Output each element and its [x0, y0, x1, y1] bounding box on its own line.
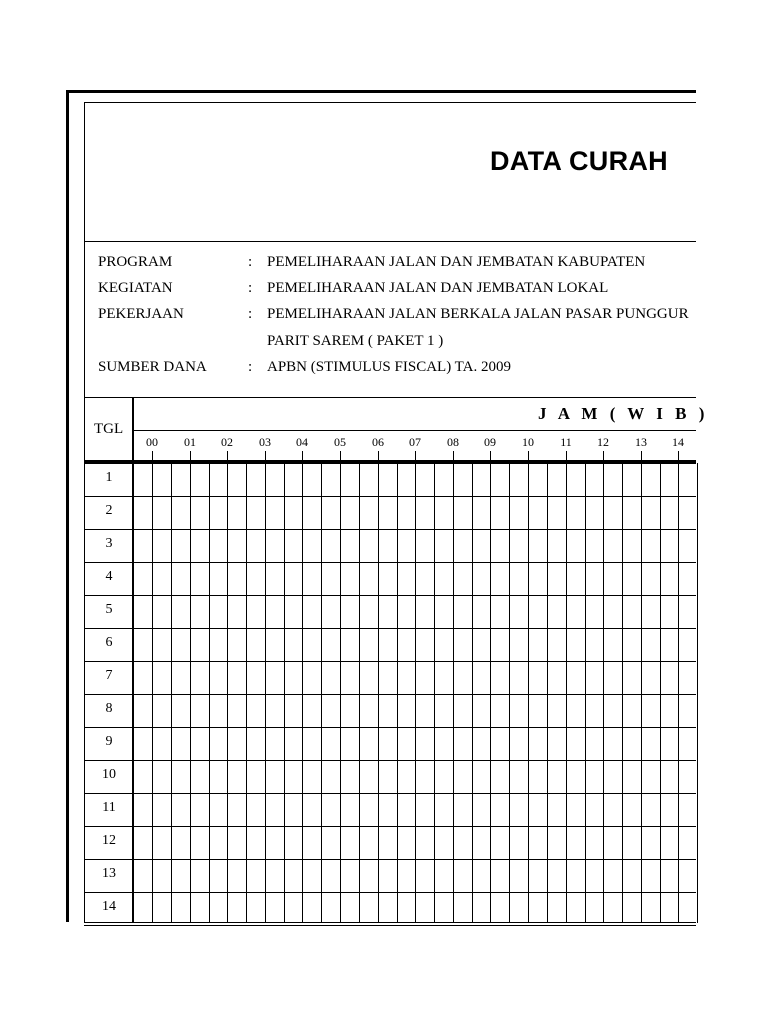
tgl-column-header: TGL — [94, 421, 124, 437]
day-number: 7 — [105, 668, 113, 683]
grid-half-column-line — [697, 463, 698, 923]
hour-label: 05 — [334, 435, 346, 449]
grid-row-line — [84, 595, 696, 596]
grid-half-column-line — [585, 463, 586, 923]
day-number: 6 — [105, 635, 113, 650]
grid-column-line — [152, 463, 153, 923]
grid-half-column-line — [622, 463, 623, 923]
grid-row-line — [84, 760, 696, 761]
grid-column-line — [227, 463, 228, 923]
day-number: 2 — [105, 503, 113, 518]
grid-column-line — [641, 463, 642, 923]
info-value: PEMELIHARAAN JALAN DAN JEMBATAN KABUPATEN — [267, 254, 646, 270]
grid-row-line — [84, 628, 696, 629]
title-separator — [84, 241, 696, 242]
day-number: 8 — [105, 701, 113, 716]
grid-column-line — [340, 463, 341, 923]
grid-column-line — [302, 463, 303, 923]
info-label: PEKERJAAN — [98, 306, 184, 322]
grid-column-line — [265, 463, 266, 923]
info-value: PEMELIHARAAN JALAN DAN JEMBATAN LOKAL — [267, 280, 609, 296]
grid-half-column-line — [321, 463, 322, 923]
grid-half-column-line — [209, 463, 210, 923]
day-number: 10 — [102, 767, 116, 782]
grid-row-line — [84, 496, 696, 497]
grid-row-line — [84, 793, 696, 794]
grid-column-line — [378, 463, 379, 923]
grid-row-line — [84, 727, 696, 728]
hour-label: 01 — [184, 435, 196, 449]
info-separator — [84, 397, 696, 398]
info-colon: : — [248, 359, 253, 375]
grid-half-column-line — [472, 463, 473, 923]
hour-label: 12 — [597, 435, 609, 449]
day-number: 5 — [105, 602, 113, 617]
day-number: 4 — [105, 569, 113, 584]
info-label: KEGIATAN — [98, 280, 173, 296]
hour-label: 03 — [259, 435, 271, 449]
grid-half-column-line — [434, 463, 435, 923]
info-value: APBN (STIMULUS FISCAL) TA. 2009 — [267, 359, 511, 375]
jam-header: J A M ( W I B ) — [538, 404, 709, 423]
grid-column-line — [453, 463, 454, 923]
grid-row-line — [84, 892, 696, 893]
info-value: PEMELIHARAAN JALAN BERKALA JALAN PASAR PUNGGUR — [267, 306, 689, 322]
grid-column-line — [603, 463, 604, 923]
grid-half-column-line — [509, 463, 510, 923]
outer-frame-top — [66, 90, 696, 93]
grid-half-column-line — [660, 463, 661, 923]
hour-label: 10 — [522, 435, 534, 449]
hour-header-divider — [133, 430, 696, 431]
hour-label: 07 — [409, 435, 421, 449]
hour-label: 06 — [372, 435, 384, 449]
day-number: 11 — [102, 800, 116, 815]
grid-row-line — [84, 529, 696, 530]
grid-row-line — [84, 826, 696, 827]
inner-frame-left — [84, 102, 85, 923]
info-label: SUMBER DANA — [98, 359, 207, 375]
grid-column-line — [566, 463, 567, 923]
grid-column-line — [678, 463, 679, 923]
hour-label: 04 — [296, 435, 308, 449]
hour-label: 14 — [672, 435, 684, 449]
outer-frame-left — [66, 90, 69, 922]
info-label: PROGRAM — [98, 254, 173, 270]
day-number: 9 — [105, 734, 113, 749]
grid-row-line — [84, 562, 696, 563]
grid-half-column-line — [171, 463, 172, 923]
grid-column-line — [490, 463, 491, 923]
grid-half-column-line — [284, 463, 285, 923]
day-number: 14 — [102, 899, 116, 914]
hour-label: 13 — [635, 435, 647, 449]
grid-row-line — [84, 925, 696, 926]
grid-column-line — [528, 463, 529, 923]
inner-frame-top — [84, 102, 696, 103]
grid-half-column-line — [246, 463, 247, 923]
info-colon: : — [248, 306, 253, 322]
hour-label: 00 — [146, 435, 158, 449]
grid-half-column-line — [359, 463, 360, 923]
hour-label: 08 — [447, 435, 459, 449]
hour-label: 09 — [484, 435, 496, 449]
hour-label: 02 — [221, 435, 233, 449]
grid-half-column-line — [547, 463, 548, 923]
info-colon: : — [248, 280, 253, 296]
day-number: 13 — [102, 866, 116, 881]
grid-half-column-line — [397, 463, 398, 923]
document-title: DATA CURAH — [490, 146, 668, 176]
info-colon: : — [248, 254, 253, 270]
day-number: 12 — [102, 833, 116, 848]
header-bottom-border — [84, 460, 696, 464]
grid-row-line — [84, 859, 696, 860]
grid-row-line — [84, 694, 696, 695]
grid-column-line — [190, 463, 191, 923]
grid-column-line — [415, 463, 416, 923]
day-number: 1 — [105, 470, 113, 485]
hour-label: 11 — [560, 435, 572, 449]
info-value: PARIT SAREM ( PAKET 1 ) — [267, 333, 444, 349]
day-number: 3 — [105, 536, 113, 551]
inner-frame-bottom — [84, 922, 696, 923]
grid-row-line — [84, 661, 696, 662]
